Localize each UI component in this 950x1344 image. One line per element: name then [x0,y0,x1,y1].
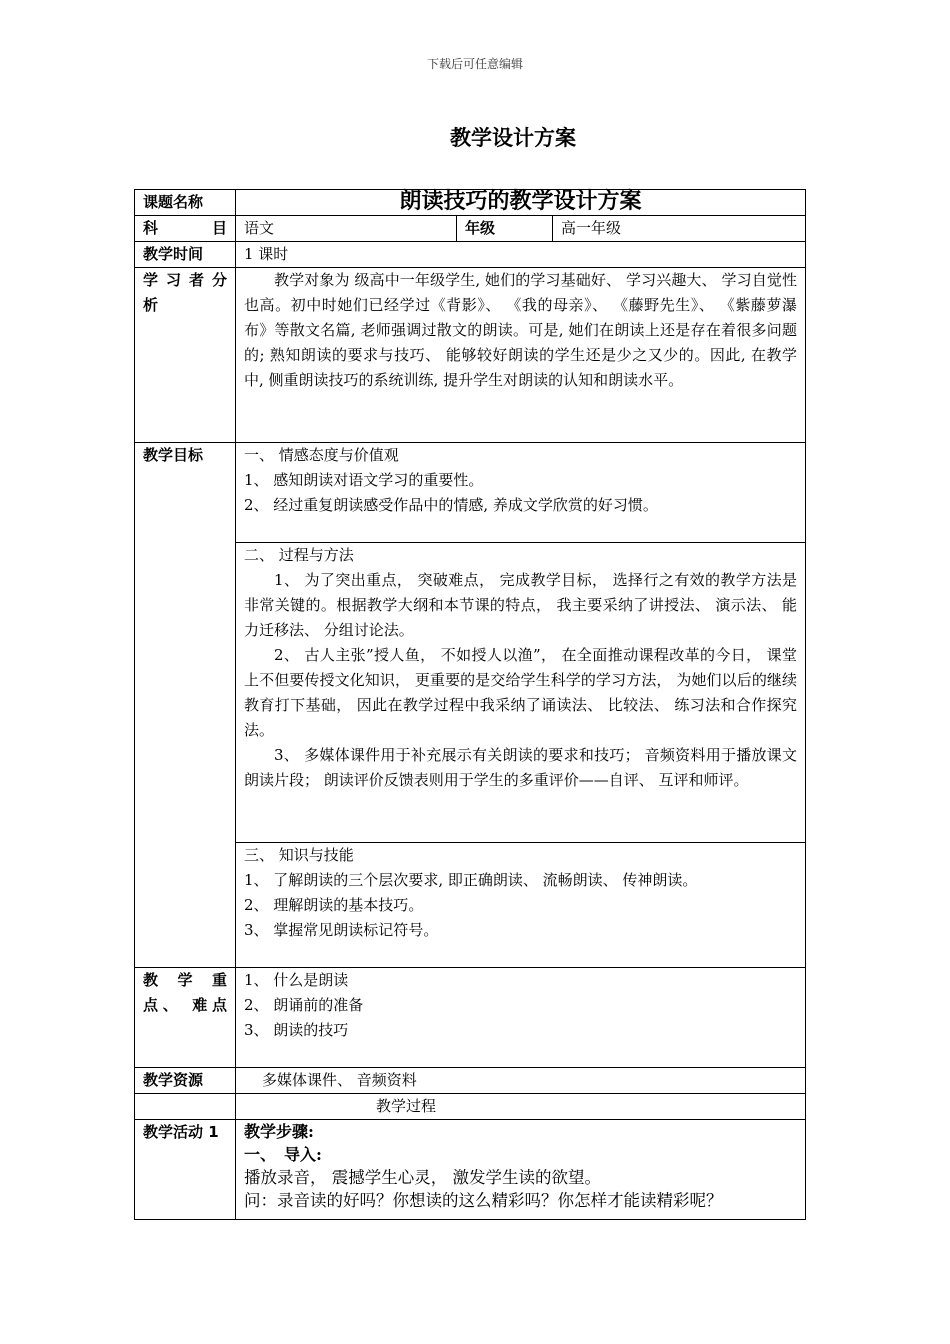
course-title: 朗读技巧的教学设计方案 [236,190,806,216]
key-points-label: 教 学 重点、 难点 [135,968,236,1068]
intro-title: 一、 导入: [244,1145,322,1164]
grade-value: 高一年级 [553,216,806,242]
row-goal-3 [135,843,806,968]
resources-value: 多媒体课件、 音频资料 [236,1068,806,1094]
goal-1-item: 2、 经过重复朗读感受作品中的情感, 养成文学欣赏的好习惯。 [244,496,658,514]
row-time [135,242,806,268]
row-resources [135,1068,806,1094]
activity-cell [236,1120,806,1220]
process-header-blank [135,1094,236,1120]
goal-2-paragraph: 3、 多媒体课件用于补充展示有关朗读的要求和技巧； 音频资料用于播放课文朗读片段； 朗读评价反馈表则用于学生的多重评价——自评、 互评和师评。 [244,746,798,789]
goal-1-item: 1、 感知朗读对语文学习的重要性。 [244,471,484,489]
goal-2-heading: 二、 过程与方法 [244,546,354,564]
time-label: 教学时间 [135,242,236,268]
lesson-plan-table [134,189,806,1220]
row-goal-1 [135,443,806,543]
row-process-header [135,1094,806,1120]
row-key-points [135,968,806,1068]
goal-2-paragraph: 2、 古人主张”授人鱼， 不如授人以渔”， 在全面推动课程改革的今日， 课堂上不但要传授文化知识， 更重要的是交给学生科学的学习方法， 为她们以后的继续教育打下基础， 因此在教学过程中我采纳了诵读法、 比较法、 练习法和合作探究法。 [244,646,798,739]
learner-text: 教学对象为 级高中一年级学生, 她们的学习基础好、 学习兴趣大、 学习自觉性也高。初中时她们已经学过《背影》、 《我的母亲》、 《藤野先生》、 《紫藤萝瀑布》等散文名篇, 老师强调过散文的朗读。可是, 她们在朗读上还是存在着很多问题的; 熟知朗读的要求与技巧、 能够较好朗读的学生还是少之又少的。因此, 在教学中, 侧重朗读技巧的系统训练, 提升学生对朗读的认知和朗读水平。 [244,271,798,389]
row-activity-1 [135,1120,806,1220]
time-value: 1 课时 [236,242,806,268]
process-header: 教学过程 [236,1094,806,1120]
course-label: 课题名称 [135,190,236,216]
document-title: 教学设计方案 [450,126,576,150]
subject-value: 语文 [236,216,457,242]
goals-label: 教学目标 [135,443,236,968]
learner-cell [236,268,806,443]
goal-3-item: 1、 了解朗读的三个层次要求, 即正确朗读、 流畅朗读、 传神朗读。 [244,871,698,889]
activity-line: 播放录音， 震撼学生心灵， 激发学生读的欲望。 [244,1168,601,1187]
goal-3-heading: 三、 知识与技能 [244,846,354,864]
row-subject [135,216,806,242]
goal-1-heading: 一、 情感态度与价值观 [244,446,399,464]
goal-1-cell [236,443,806,543]
header-note: 下载后可任意编辑 [426,57,523,71]
key-points-cell [236,968,806,1068]
key-point-item: 3、 朗读的技巧 [244,1021,349,1039]
goal-2-cell [236,543,806,843]
goal-3-cell [236,843,806,968]
activity-label: 教学活动 1 [135,1120,236,1220]
learner-label: 学 习 者 分析 [135,268,236,443]
goal-3-item: 3、 掌握常见朗读标记符号。 [244,921,439,939]
row-learner-analysis [135,268,806,443]
subject-label: 科 目 [135,216,236,242]
key-point-item: 1、 什么是朗读 [244,971,349,989]
goal-3-item: 2、 理解朗读的基本技巧。 [244,896,424,914]
steps-title: 教学步骤: [244,1122,314,1141]
row-goal-2 [135,543,806,843]
row-course-name [135,190,806,216]
goal-2-paragraph: 1、 为了突出重点， 突破难点， 完成教学目标， 选择行之有效的教学方法是非常关键的。根据教学大纲和本节课的特点， 我主要采纳了讲授法、 演示法、 能力迁移法、 分组讨论法。 [244,571,798,639]
grade-label: 年级 [457,216,553,242]
resources-label: 教学资源 [135,1068,236,1094]
key-point-item: 2、 朗诵前的准备 [244,996,364,1014]
activity-line: 问：录音读的好吗？你想读的这么精彩吗？你怎样才能读精彩呢？ [244,1191,723,1210]
